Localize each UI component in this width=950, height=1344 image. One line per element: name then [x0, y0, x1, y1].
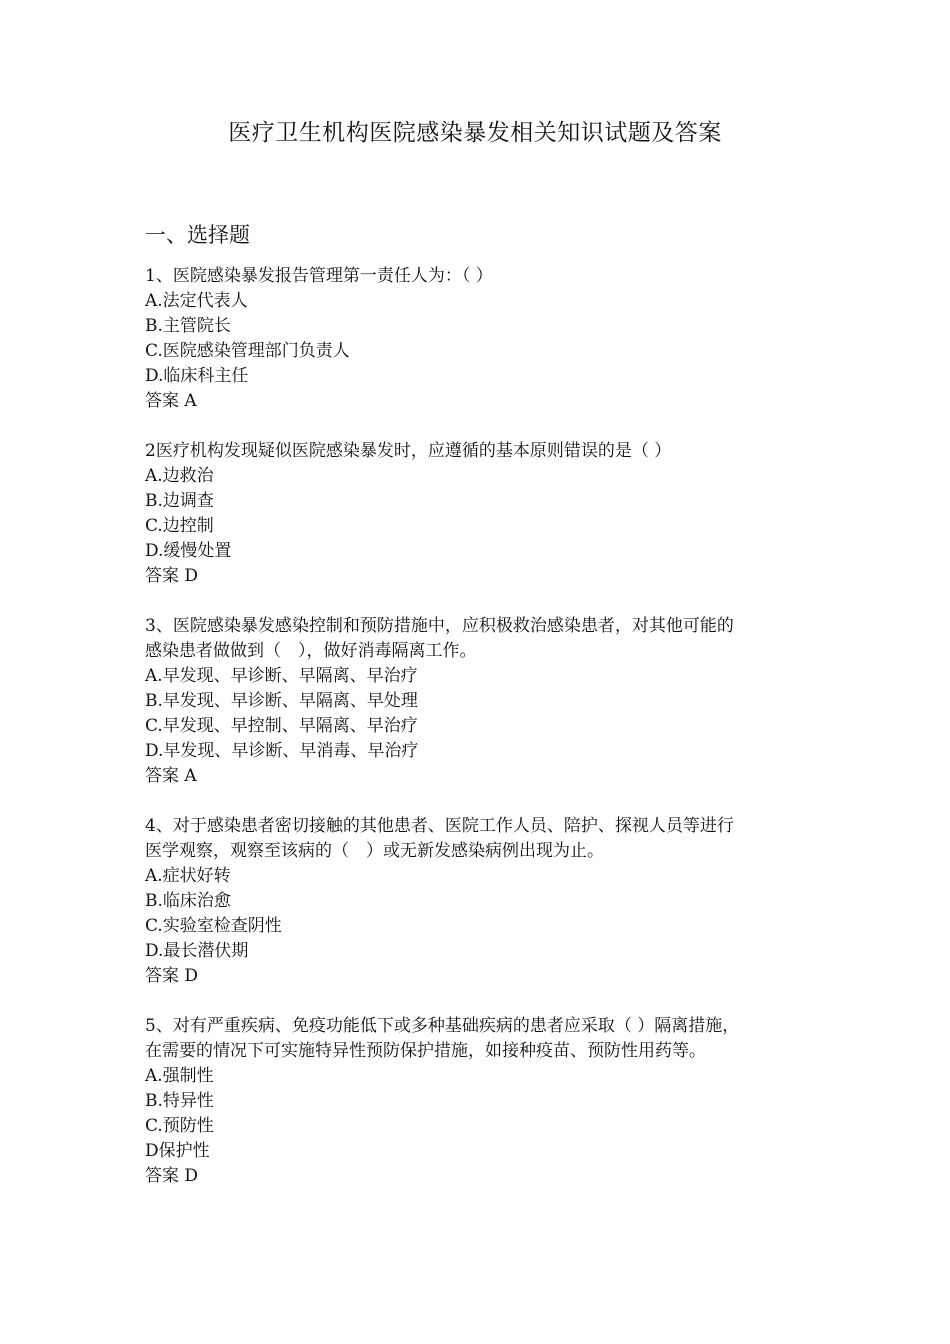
option-b: B.边调查 — [145, 491, 214, 511]
option-d: D.早发现、早诊断、早消毒、早治疗 — [145, 741, 419, 761]
question-stem-line-2: 在需要的情况下可实施特异性预防保护措施，如接种疫苗、预防性用药等。 — [145, 1041, 706, 1061]
option-c: C.早发现、早控制、早隔离、早治疗 — [145, 716, 418, 736]
question-stem-line-1: 5、对有严重疾病、免疫功能低下或多种基础疾病的患者应采取（ ）隔离措施， — [145, 1016, 740, 1036]
option-d: D.最长潜伏期 — [145, 941, 249, 961]
option-b: B.主管院长 — [145, 316, 231, 336]
question-3 — [145, 614, 815, 789]
option-d: D保护性 — [145, 1141, 210, 1161]
option-a: A.早发现、早诊断、早隔离、早治疗 — [145, 666, 418, 686]
answer: 答案 A — [145, 391, 197, 411]
answer: 答案 D — [145, 966, 199, 986]
option-c: C.预防性 — [145, 1116, 214, 1136]
option-c: C.医院感染管理部门负责人 — [145, 341, 350, 361]
section-heading: 一、选择题 — [145, 223, 250, 247]
option-d: D.缓慢处置 — [145, 541, 232, 561]
option-a: A.法定代表人 — [145, 291, 248, 311]
option-b: B.临床治愈 — [145, 891, 231, 911]
answer: 答案 D — [145, 1166, 199, 1186]
question-2 — [145, 439, 815, 589]
question-stem-line-1: 4、对于感染患者密切接触的其他患者、医院工作人员、陪护、探视人员等进行 — [145, 816, 734, 836]
question-4 — [145, 814, 815, 989]
option-a: A.症状好转 — [145, 866, 231, 886]
question-stem-line-2: 医学观察，观察至该病的（ ）或无新发感染病例出现为止。 — [145, 841, 604, 861]
question-list — [145, 264, 815, 1214]
question-stem-line-1: 3、医院感染暴发感染控制和预防措施中，应积极救治感染患者，对其他可能的 — [145, 616, 734, 636]
option-c: C.边控制 — [145, 516, 214, 536]
answer: 答案 A — [145, 766, 197, 786]
option-a: A.强制性 — [145, 1066, 214, 1086]
question-1 — [145, 264, 815, 414]
question-5 — [145, 1014, 815, 1189]
document-title: 医疗卫生机构医院感染暴发相关知识试题及答案 — [228, 120, 722, 146]
question-stem: 2医疗机构发现疑似医院感染暴发时，应遵循的基本原则错误的是（ ） — [145, 441, 672, 461]
option-a: A.边救治 — [145, 466, 214, 486]
option-b: B.特异性 — [145, 1091, 214, 1111]
question-stem: 1、医院感染暴发报告管理第一责任人为：（ ） — [145, 266, 493, 286]
option-b: B.早发现、早诊断、早隔离、早处理 — [145, 691, 418, 711]
option-d: D.临床科主任 — [145, 366, 249, 386]
answer: 答案 D — [145, 566, 199, 586]
option-c: C.实验室检查阴性 — [145, 916, 282, 936]
question-stem-line-2: 感染患者做做到（ ），做好消毒隔离工作。 — [145, 641, 477, 661]
